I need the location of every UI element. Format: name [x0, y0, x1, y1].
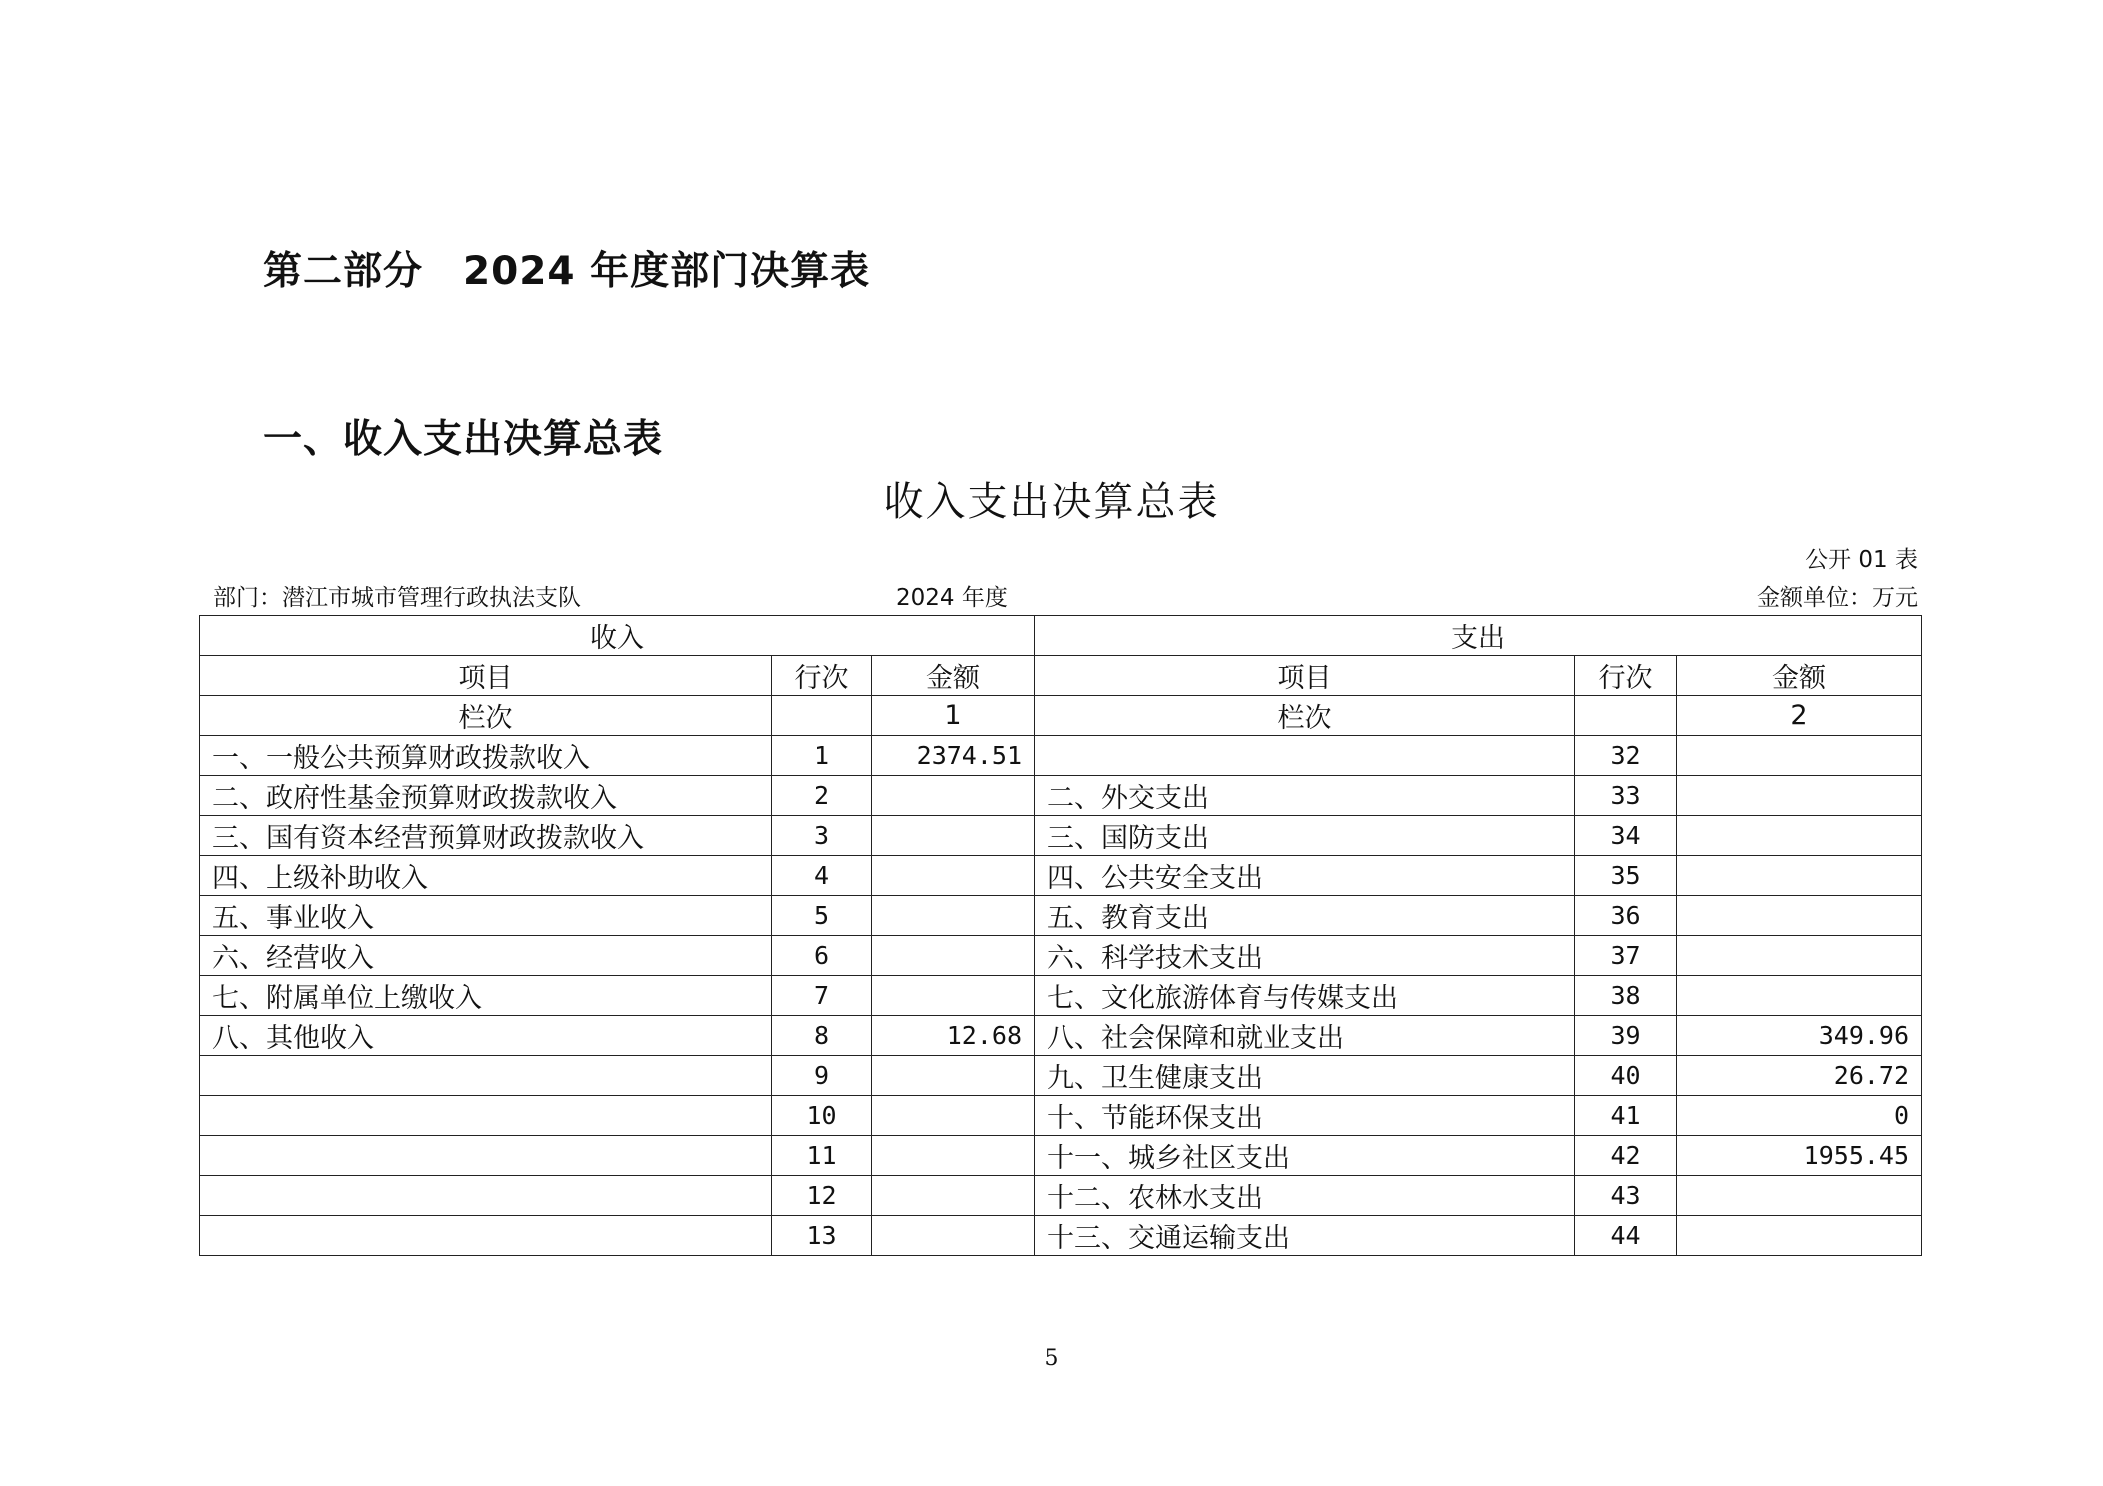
income-amount-cell	[872, 936, 1035, 976]
expense-item-cell: 十二、农林水支出	[1035, 1176, 1575, 1216]
expense-col-blank	[1575, 696, 1677, 736]
income-item-cell: 八、其他收入	[200, 1016, 772, 1056]
expense-item-cell: 七、文化旅游体育与传媒支出	[1035, 976, 1575, 1016]
expense-amount-cell	[1677, 776, 1922, 816]
expense-item-cell: 十一、城乡社区支出	[1035, 1136, 1575, 1176]
expense-item-cell: 八、社会保障和就业支出	[1035, 1016, 1575, 1056]
income-amount-cell: 2374.51	[872, 736, 1035, 776]
expense-amount-cell	[1677, 896, 1922, 936]
income-item-cell	[200, 1176, 772, 1216]
income-rowno-cell: 10	[772, 1096, 872, 1136]
table-row	[200, 1216, 1922, 1256]
part-title: 第二部分 2024 年度部门决算表	[263, 249, 871, 294]
expense-amount-cell: 349.96	[1677, 1016, 1922, 1056]
expense-rowno-cell: 37	[1575, 936, 1677, 976]
header-row-column-index	[200, 696, 1922, 736]
table-row	[200, 776, 1922, 816]
income-item-cell: 六、经营收入	[200, 936, 772, 976]
income-header: 收入	[200, 616, 1035, 656]
amount-unit: 金额单位：万元	[1757, 585, 1918, 611]
table-row	[200, 896, 1922, 936]
expense-amount-cell	[1677, 816, 1922, 856]
income-rowno-cell: 9	[772, 1056, 872, 1096]
income-rowno-cell: 2	[772, 776, 872, 816]
expense-rowno-cell: 44	[1575, 1216, 1677, 1256]
table-row	[200, 976, 1922, 1016]
income-amount-cell	[872, 1176, 1035, 1216]
expense-amount-cell	[1677, 976, 1922, 1016]
budget-table	[199, 615, 1922, 1256]
form-number: 公开 01 表	[1805, 547, 1918, 573]
expense-amount-cell	[1677, 1176, 1922, 1216]
expense-rowno-cell: 35	[1575, 856, 1677, 896]
income-rowno-cell: 13	[772, 1216, 872, 1256]
income-amount-cell: 12.68	[872, 1016, 1035, 1056]
income-amount-cell	[872, 856, 1035, 896]
income-rowno-cell: 6	[772, 936, 872, 976]
expense-rowno-cell: 33	[1575, 776, 1677, 816]
expense-rowno-cell: 43	[1575, 1176, 1677, 1216]
income-rowno-cell: 3	[772, 816, 872, 856]
table-row	[200, 736, 1922, 776]
income-col-blank	[772, 696, 872, 736]
expense-item-cell: 十三、交通运输支出	[1035, 1216, 1575, 1256]
expense-rowno-header: 行次	[1575, 656, 1677, 696]
income-item-header: 项目	[200, 656, 772, 696]
expense-rowno-cell: 42	[1575, 1136, 1677, 1176]
expense-rowno-cell: 39	[1575, 1016, 1677, 1056]
income-rowno-cell: 5	[772, 896, 872, 936]
expense-amount-cell	[1677, 736, 1922, 776]
income-item-cell: 四、上级补助收入	[200, 856, 772, 896]
expense-amount-cell	[1677, 1216, 1922, 1256]
income-item-cell	[200, 1096, 772, 1136]
expense-item-cell: 五、教育支出	[1035, 896, 1575, 936]
expense-rowno-cell: 38	[1575, 976, 1677, 1016]
income-rowno-cell: 4	[772, 856, 872, 896]
income-rowno-cell: 12	[772, 1176, 872, 1216]
table-row	[200, 856, 1922, 896]
table-row	[200, 1136, 1922, 1176]
fiscal-year: 2024 年度	[896, 585, 1008, 611]
income-rowno-cell: 1	[772, 736, 872, 776]
expense-header: 支出	[1035, 616, 1922, 656]
expense-item-cell: 九、卫生健康支出	[1035, 1056, 1575, 1096]
income-item-cell: 一、一般公共预算财政拨款收入	[200, 736, 772, 776]
expense-rowno-cell: 36	[1575, 896, 1677, 936]
header-row-columns	[200, 656, 1922, 696]
table-row	[200, 1096, 1922, 1136]
income-item-cell: 二、政府性基金预算财政拨款收入	[200, 776, 772, 816]
income-rowno-cell: 11	[772, 1136, 872, 1176]
income-amount-cell	[872, 976, 1035, 1016]
expense-item-cell	[1035, 736, 1575, 776]
income-item-cell: 三、国有资本经营预算财政拨款收入	[200, 816, 772, 856]
expense-amount-cell	[1677, 936, 1922, 976]
income-item-cell	[200, 1056, 772, 1096]
income-amount-header: 金额	[872, 656, 1035, 696]
income-amount-cell	[872, 1056, 1035, 1096]
income-amount-cell	[872, 1216, 1035, 1256]
expense-rowno-cell: 40	[1575, 1056, 1677, 1096]
income-item-cell	[200, 1216, 772, 1256]
income-item-cell: 五、事业收入	[200, 896, 772, 936]
expense-item-cell: 四、公共安全支出	[1035, 856, 1575, 896]
expense-item-header: 项目	[1035, 656, 1575, 696]
expense-rowno-cell: 32	[1575, 736, 1677, 776]
income-amount-cell	[872, 776, 1035, 816]
header-row-group	[200, 616, 1922, 656]
income-rowno-cell: 8	[772, 1016, 872, 1056]
income-amount-cell	[872, 1096, 1035, 1136]
expense-col-label: 栏次	[1035, 696, 1575, 736]
page-number: 5	[1044, 1346, 1059, 1371]
table-row	[200, 816, 1922, 856]
expense-rowno-cell: 34	[1575, 816, 1677, 856]
budget-table-body	[200, 616, 1922, 1256]
expense-item-cell: 十、节能环保支出	[1035, 1096, 1575, 1136]
expense-amount-header: 金额	[1677, 656, 1922, 696]
table-row	[200, 936, 1922, 976]
table-row	[200, 1176, 1922, 1216]
income-item-cell	[200, 1136, 772, 1176]
income-amount-cell	[872, 816, 1035, 856]
table-title: 收入支出决算总表	[883, 479, 1220, 525]
income-rowno-cell: 7	[772, 976, 872, 1016]
income-item-cell: 七、附属单位上缴收入	[200, 976, 772, 1016]
income-amount-cell	[872, 896, 1035, 936]
expense-amount-cell: 0	[1677, 1096, 1922, 1136]
income-amount-cell	[872, 1136, 1035, 1176]
expense-item-cell: 三、国防支出	[1035, 816, 1575, 856]
income-rowno-header: 行次	[772, 656, 872, 696]
income-col-label: 栏次	[200, 696, 772, 736]
table-row	[200, 1016, 1922, 1056]
income-col-index: 1	[872, 696, 1035, 736]
expense-item-cell: 六、科学技术支出	[1035, 936, 1575, 976]
expense-rowno-cell: 41	[1575, 1096, 1677, 1136]
expense-item-cell: 二、外交支出	[1035, 776, 1575, 816]
section-title: 一、收入支出决算总表	[263, 417, 664, 462]
expense-amount-cell: 26.72	[1677, 1056, 1922, 1096]
table-row	[200, 1056, 1922, 1096]
department-label: 部门：潜江市城市管理行政执法支队	[213, 585, 581, 611]
expense-amount-cell: 1955.45	[1677, 1136, 1922, 1176]
expense-amount-cell	[1677, 856, 1922, 896]
expense-col-index: 2	[1677, 696, 1922, 736]
